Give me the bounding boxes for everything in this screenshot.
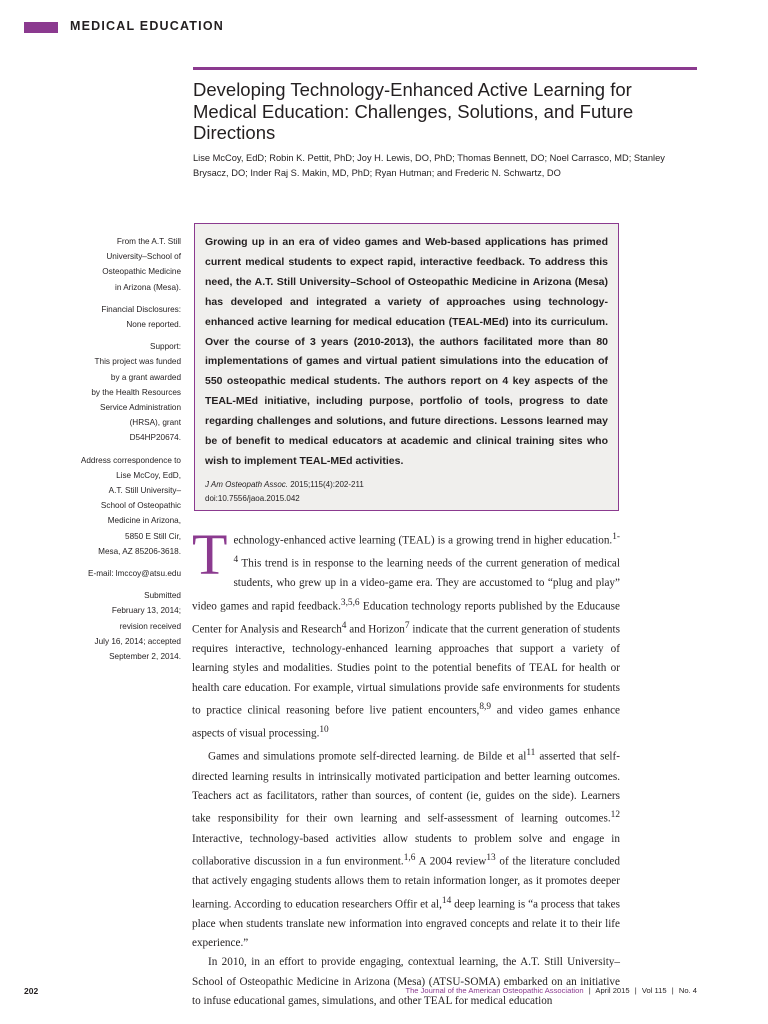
body-text-run: A 2004 review [415,855,487,868]
citation-doi[interactable]: doi:10.7556/jaoa.2015.042 [205,494,300,504]
reference-marker[interactable]: 10 [319,725,329,736]
body-paragraph: In 2010, in an effort to provide engaging, contextual learning, the A.T. Still University–School of Osteopathic Medicine in Arizona (Mesa) (ATSU-SOMA) embarked on an initiative to infuse educational games, simulations, and other TEAL for medical education [192,956,620,1008]
reference-marker[interactable]: 4 [341,620,347,631]
running-footer [405,986,697,995]
drop-cap: T [192,522,228,587]
section-color-bar [24,22,58,33]
footer-separator: | [588,986,591,995]
body-paragraph [192,522,621,744]
body-text-run: of the literature concluded that actively engaging students allows them to retain information longer, as it promotes deeper learning. According to education researchers Offir et al, [192,855,620,911]
reference-marker[interactable]: 7 [404,620,410,631]
citation [205,478,608,507]
reference-marker[interactable]: 3,5,6 [340,597,360,608]
reference-marker[interactable]: 1-4 [233,532,620,566]
footer-date: April 2015 [595,986,630,995]
reference-marker[interactable]: 1,6 [403,852,416,863]
article-body [192,522,621,1012]
footer-separator: | [671,986,674,995]
citation-volume: 2015;115(4):202-211 [290,479,364,489]
title-rule [193,67,697,70]
article-title: Developing Technology-Enhanced Active Learning for Medical Education: Challenges, Solutions, and Future Directions [193,79,634,143]
footer-separator: | [634,986,637,995]
correspondence-email[interactable]: E-mail: lmccoy@atsu.edu [88,569,181,579]
body-text-run: and Horizon [346,623,405,636]
footer-volume: Vol 115 [641,986,667,995]
article-sidebar [60,234,181,671]
body-text-run: indicate that the current generation of students requires interactive, technology-enhanced learning approaches that support a variety of learning styles and modalities. Studies point to the potential benefits of TEAL for health or health care education. For example, virtual simulations provide safe environments for students to practice clinical reasoning before live patient encounters, [192,623,620,717]
reference-marker[interactable]: 8,9 [479,702,492,713]
body-text-run: Education technology reports published by the Educause Center for Analysis and Research [192,600,620,636]
body-text-run: Interactive, technology-based activities allow students to problem solve and engage in collaborative discussion in a fun environment. [192,832,620,868]
submission-dates: Submitted February 13, 2014; revision received July 16, 2014; accepted September 2, 2014. [94,591,181,662]
footer-issue: No. 4 [678,986,697,995]
abstract-box [194,223,619,511]
reference-marker[interactable]: 14 [441,895,452,906]
author-list: Lise McCoy, EdD; Robin K. Pettit, PhD; Joy H. Lewis, DO, PhD; Thomas Bennett, DO; Noel Carrasco, MD; Stanley Brysacz, DO; Inder Raj S. Makin, MD, PhD; Ryan Hutman; and Frederic N. Schwartz, DO [193,153,665,178]
reference-marker[interactable]: 13 [486,852,496,863]
financial-disclosures: Financial Disclosures: None reported. [101,304,181,330]
footer-journal: The Journal of the American Osteopathic Association [405,986,584,995]
body-text-run: deep learning is “a process that takes place when students translate new information into engraved concepts and relate it to their life experience.” [192,898,620,950]
body-text-run: and video games enhance aspects of visual processing. [192,704,621,741]
citation-journal: J Am Osteopath Assoc. [205,479,288,489]
reference-marker[interactable]: 11 [526,748,536,759]
body-text-run: asserted that self-directed learning results in intrinsically motivated participation and better learning outcomes. Teachers act as facilitators, rather than sources, of content (ie, guides on the side). Learners take responsibility for their own learning and self-assessment of learning outcomes. [192,751,620,826]
body-text-run: This trend is in response to the learning needs of the current generation of medical students, who grew up in a video-game era. They are accustomed to “plug and play” video games and rapid feedback. [192,557,620,613]
reference-marker[interactable]: 12 [610,810,620,821]
abstract-text: Growing up in an era of video games and Web-based applications has primed current medical students to expect rapid, interactive feedback. To address this need, the A.T. Still University–School of Osteopathic Medicine in Arizona (Mesa) has developed and integrated a variety of approaches using technology-enhanced active learning for medical education (TEAL-MEd) into its curriculum. Over the course of 3 years (2010-2013), the authors facilitated more than 80 implementations of games and virtual patient simulations into the education of 550 osteopathic medical students. The authors report on 4 key aspects of the TEAL-MEd initiative, including purpose, portfolio of tools, progress to date regarding challenges and solutions, and future directions. Lessons learned may be of benefit to medical educators at academic and clinical training sites who wish to implement TEAL-MEd activities. [205,236,608,467]
support-statement: Support: This project was funded by a grant awarded by the Health Resources Service Administration (HRSA), grant D54HP20674. [91,342,181,443]
correspondence-address: Address correspondence to Lise McCoy, EdD, A.T. Still University– School of Osteopathic Medicine in Arizona, 5850 E Still Cir, Mesa, AZ 85206-3618. [80,455,181,556]
body-paragraph [192,744,620,953]
affiliation: From the A.T. Still University–School of Osteopathic Medicine in Arizona (Mesa). [102,237,181,292]
body-text-run: echnology-enhanced active learning (TEAL) is a growing trend in higher education. [233,534,613,547]
section-label: MEDICAL EDUCATION [70,19,224,33]
body-text-run: Games and simulations promote self-directed learning. de Bilde et al [208,751,527,764]
page-number: 202 [24,986,39,996]
